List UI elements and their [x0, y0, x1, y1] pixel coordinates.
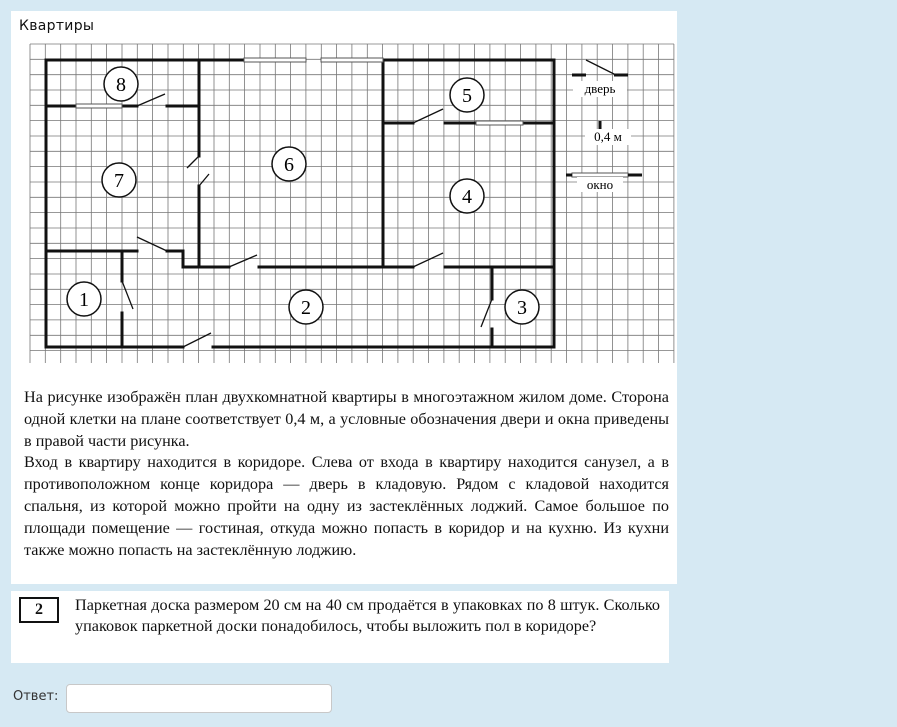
task-number-badge: 2: [19, 597, 59, 623]
task-card: [11, 591, 669, 663]
door-8: [137, 94, 165, 106]
legend-window-label: окно: [586, 177, 614, 192]
door-7-6: [187, 156, 199, 168]
room-label-8: [104, 67, 138, 101]
svg-text:2: 2: [301, 297, 311, 319]
room-label-1: [67, 282, 101, 316]
card-title: Квартиры: [19, 18, 95, 34]
window-5: [476, 121, 523, 125]
description-paragraph-2: Вход в квартиру находится в коридоре. Слева от входа в квартиру находится санузел, а в противоположном конце коридора — дверь в кладовую. Рядом с кладовой находится спальня, из которой можно пройти на одну из застеклённых лоджий. Самое большое по площади помещение — гостиная, откуда можно попасть в коридор и на кухню. Из кухни также можно попасть на застеклённую лоджию.: [24, 453, 669, 559]
door-4-corridor: [413, 253, 443, 267]
legend-door-label: дверь: [584, 81, 616, 96]
door-6-corridor: [229, 255, 257, 267]
problem-card: [11, 11, 677, 584]
svg-text:7: 7: [114, 170, 124, 192]
task-text: Паркетная доска размером 20 см на 40 см продаётся в упаковках по 8 штук. Сколько упаковок паркетной доски понадобилось, чтобы выложить пол в коридоре?: [75, 596, 660, 635]
room-label-7: [102, 163, 136, 197]
svg-text:6: 6: [284, 154, 294, 176]
floor-plan: [11, 11, 677, 381]
plan-doors: [122, 60, 614, 347]
door-7-corridor: [137, 237, 167, 251]
legend-cell-label: 0,4 м: [594, 129, 622, 144]
answer-label: Ответ:: [13, 689, 59, 704]
svg-text:8: 8: [116, 74, 126, 96]
plan-description: [24, 387, 669, 561]
svg-text:5: 5: [462, 85, 472, 107]
window-top-6: [244, 58, 306, 62]
room-label-3: [505, 290, 539, 324]
svg-text:1: 1: [79, 289, 89, 311]
window-top-6b: [321, 58, 383, 62]
door-6-7b: [199, 174, 209, 186]
door-3: [481, 299, 492, 327]
room-label-6: [272, 147, 306, 181]
room-label-2: [289, 290, 323, 324]
description-paragraph-1: На рисунке изображён план двухкомнатной квартиры в многоэтажном жилом доме. Сторона одной клетки на плане соответствует 0,4 м, а условные обозначения двери и окна приведены в правой части рисунка.: [24, 388, 669, 450]
answer-input[interactable]: [66, 684, 332, 713]
room-label-4: [450, 179, 484, 213]
door-legend: [586, 60, 614, 74]
room-label-5: [450, 78, 484, 112]
window-8: [76, 104, 122, 108]
svg-text:4: 4: [462, 186, 472, 208]
svg-text:3: 3: [517, 297, 527, 319]
